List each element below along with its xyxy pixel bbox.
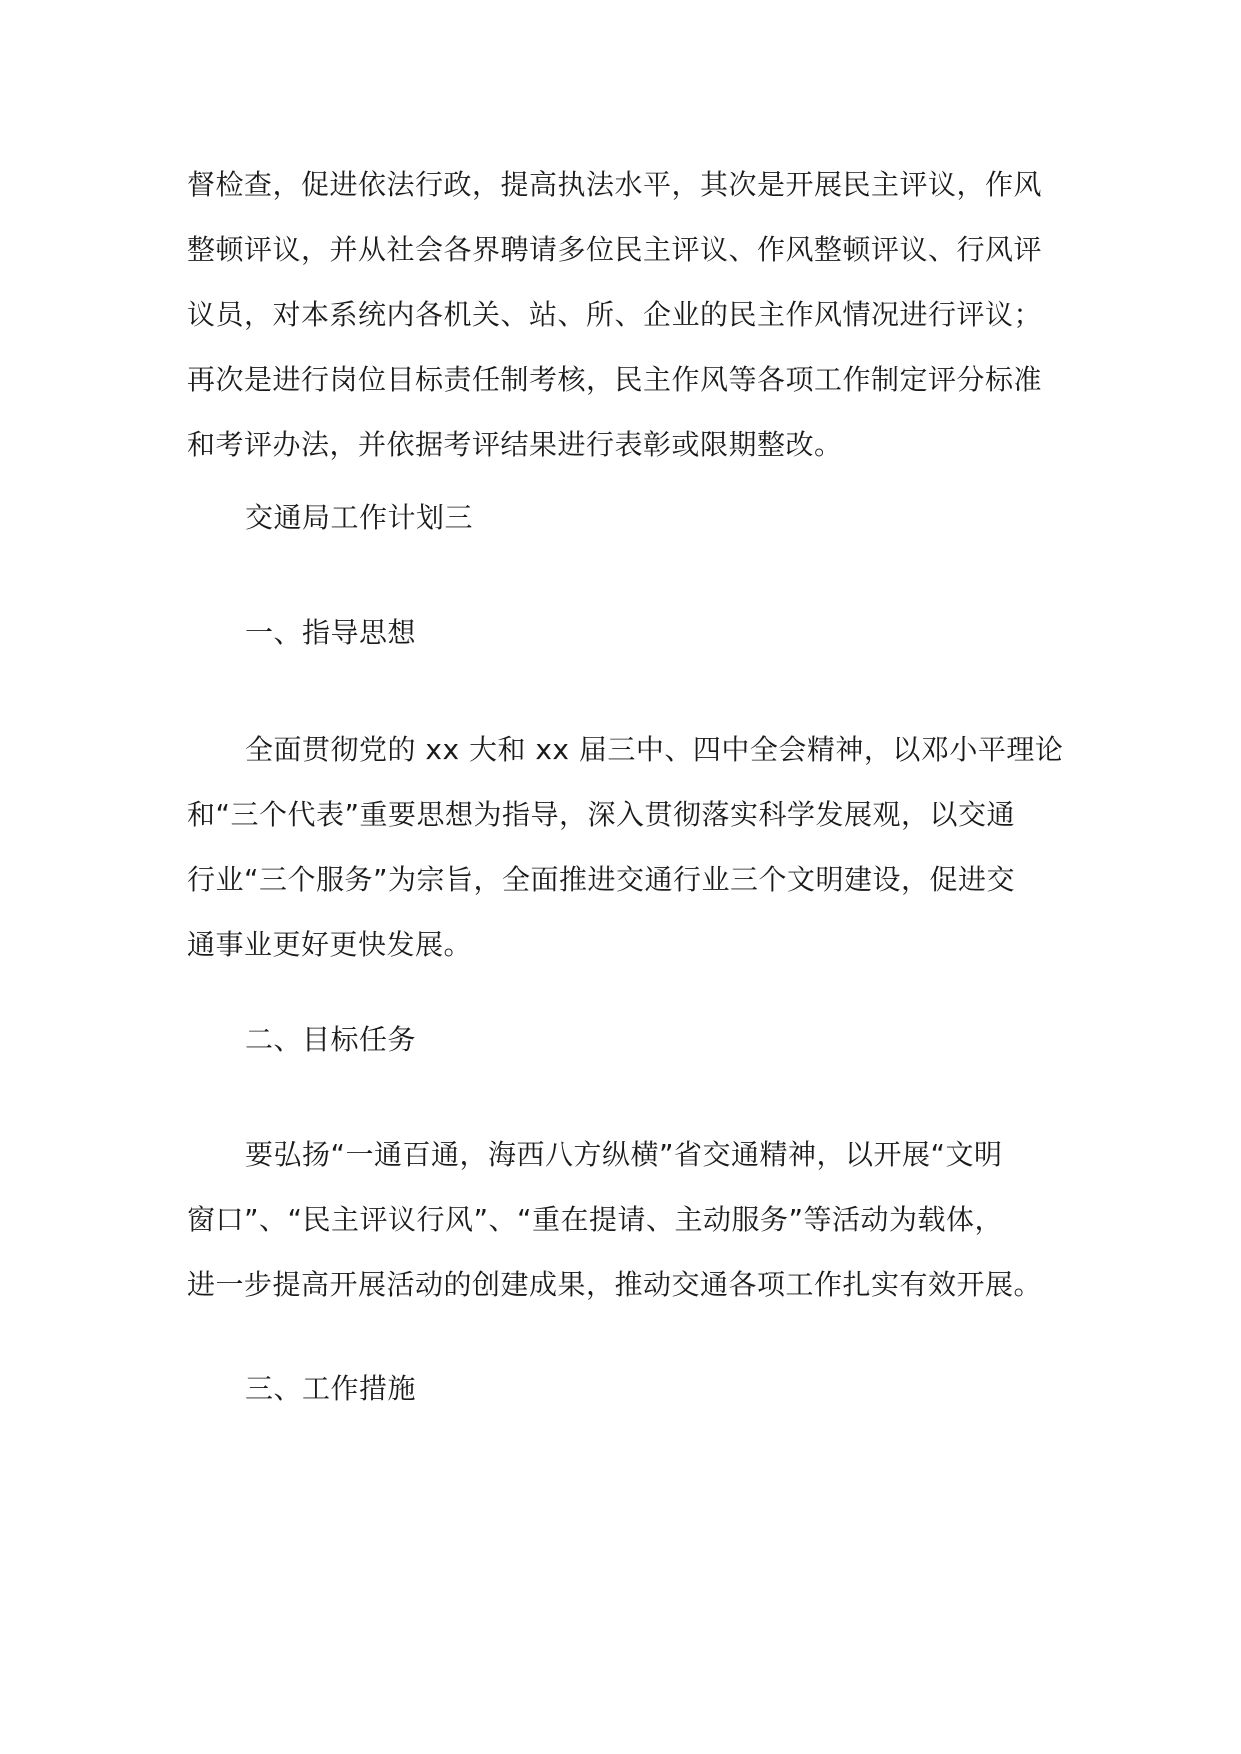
paragraph-line: 进一步提高开展活动的创建成果，推动交通各项工作扎实有效开展。 [187, 1268, 1043, 1301]
section2-heading-block [187, 1007, 1087, 1072]
section3-heading-block [187, 1356, 1087, 1421]
paragraph-line: 和考评办法，并依据考评结果进行表彰或限期整改。 [187, 428, 843, 461]
paragraph-line: 再次是进行岗位目标责任制考核，民主作风等各项工作制定评分标准 [187, 363, 1043, 396]
section1-paragraph [187, 717, 1087, 977]
section-heading: 二、目标任务 [245, 1023, 417, 1056]
paragraph-line: 整顿评议，并从社会各界聘请多位民主评议、作风整顿评议、行风评 [187, 233, 1043, 266]
section-heading: 三、工作措施 [245, 1372, 417, 1405]
paragraph-line: 要弘扬“一通百通，海西八方纵横”省交通精神，以开展“文明 [245, 1138, 1003, 1171]
paragraph-line: 行业“三个服务”为宗旨，全面推进交通行业三个文明建设，促进交 [187, 863, 1016, 896]
paragraph-line: 通事业更好更快发展。 [187, 928, 473, 961]
paragraph-line: 督检查，促进依法行政，提高执法水平，其次是开展民主评议，作风 [187, 168, 1043, 201]
section2-paragraph [187, 1122, 1087, 1317]
plan-title: 交通局工作计划三 [245, 501, 474, 534]
paragraph-line: 议员，对本系统内各机关、站、所、企业的民主作风情况进行评议； [187, 298, 1043, 331]
paragraph-line: 全面贯彻党的 xx 大和 xx 届三中、四中全会精神，以邓小平理论 [245, 733, 1064, 766]
plan-title-block [187, 485, 1087, 550]
section-heading: 一、指导思想 [245, 616, 417, 649]
section1-heading-block [187, 600, 1087, 665]
paragraph-line: 和“三个代表”重要思想为指导，深入贯彻落实科学发展观，以交通 [187, 798, 1016, 831]
paragraph-line: 窗口”、“民主评议行风”、“重在提请、主动服务”等活动为载体， [187, 1203, 1004, 1236]
paragraph-continuation [187, 152, 1087, 477]
